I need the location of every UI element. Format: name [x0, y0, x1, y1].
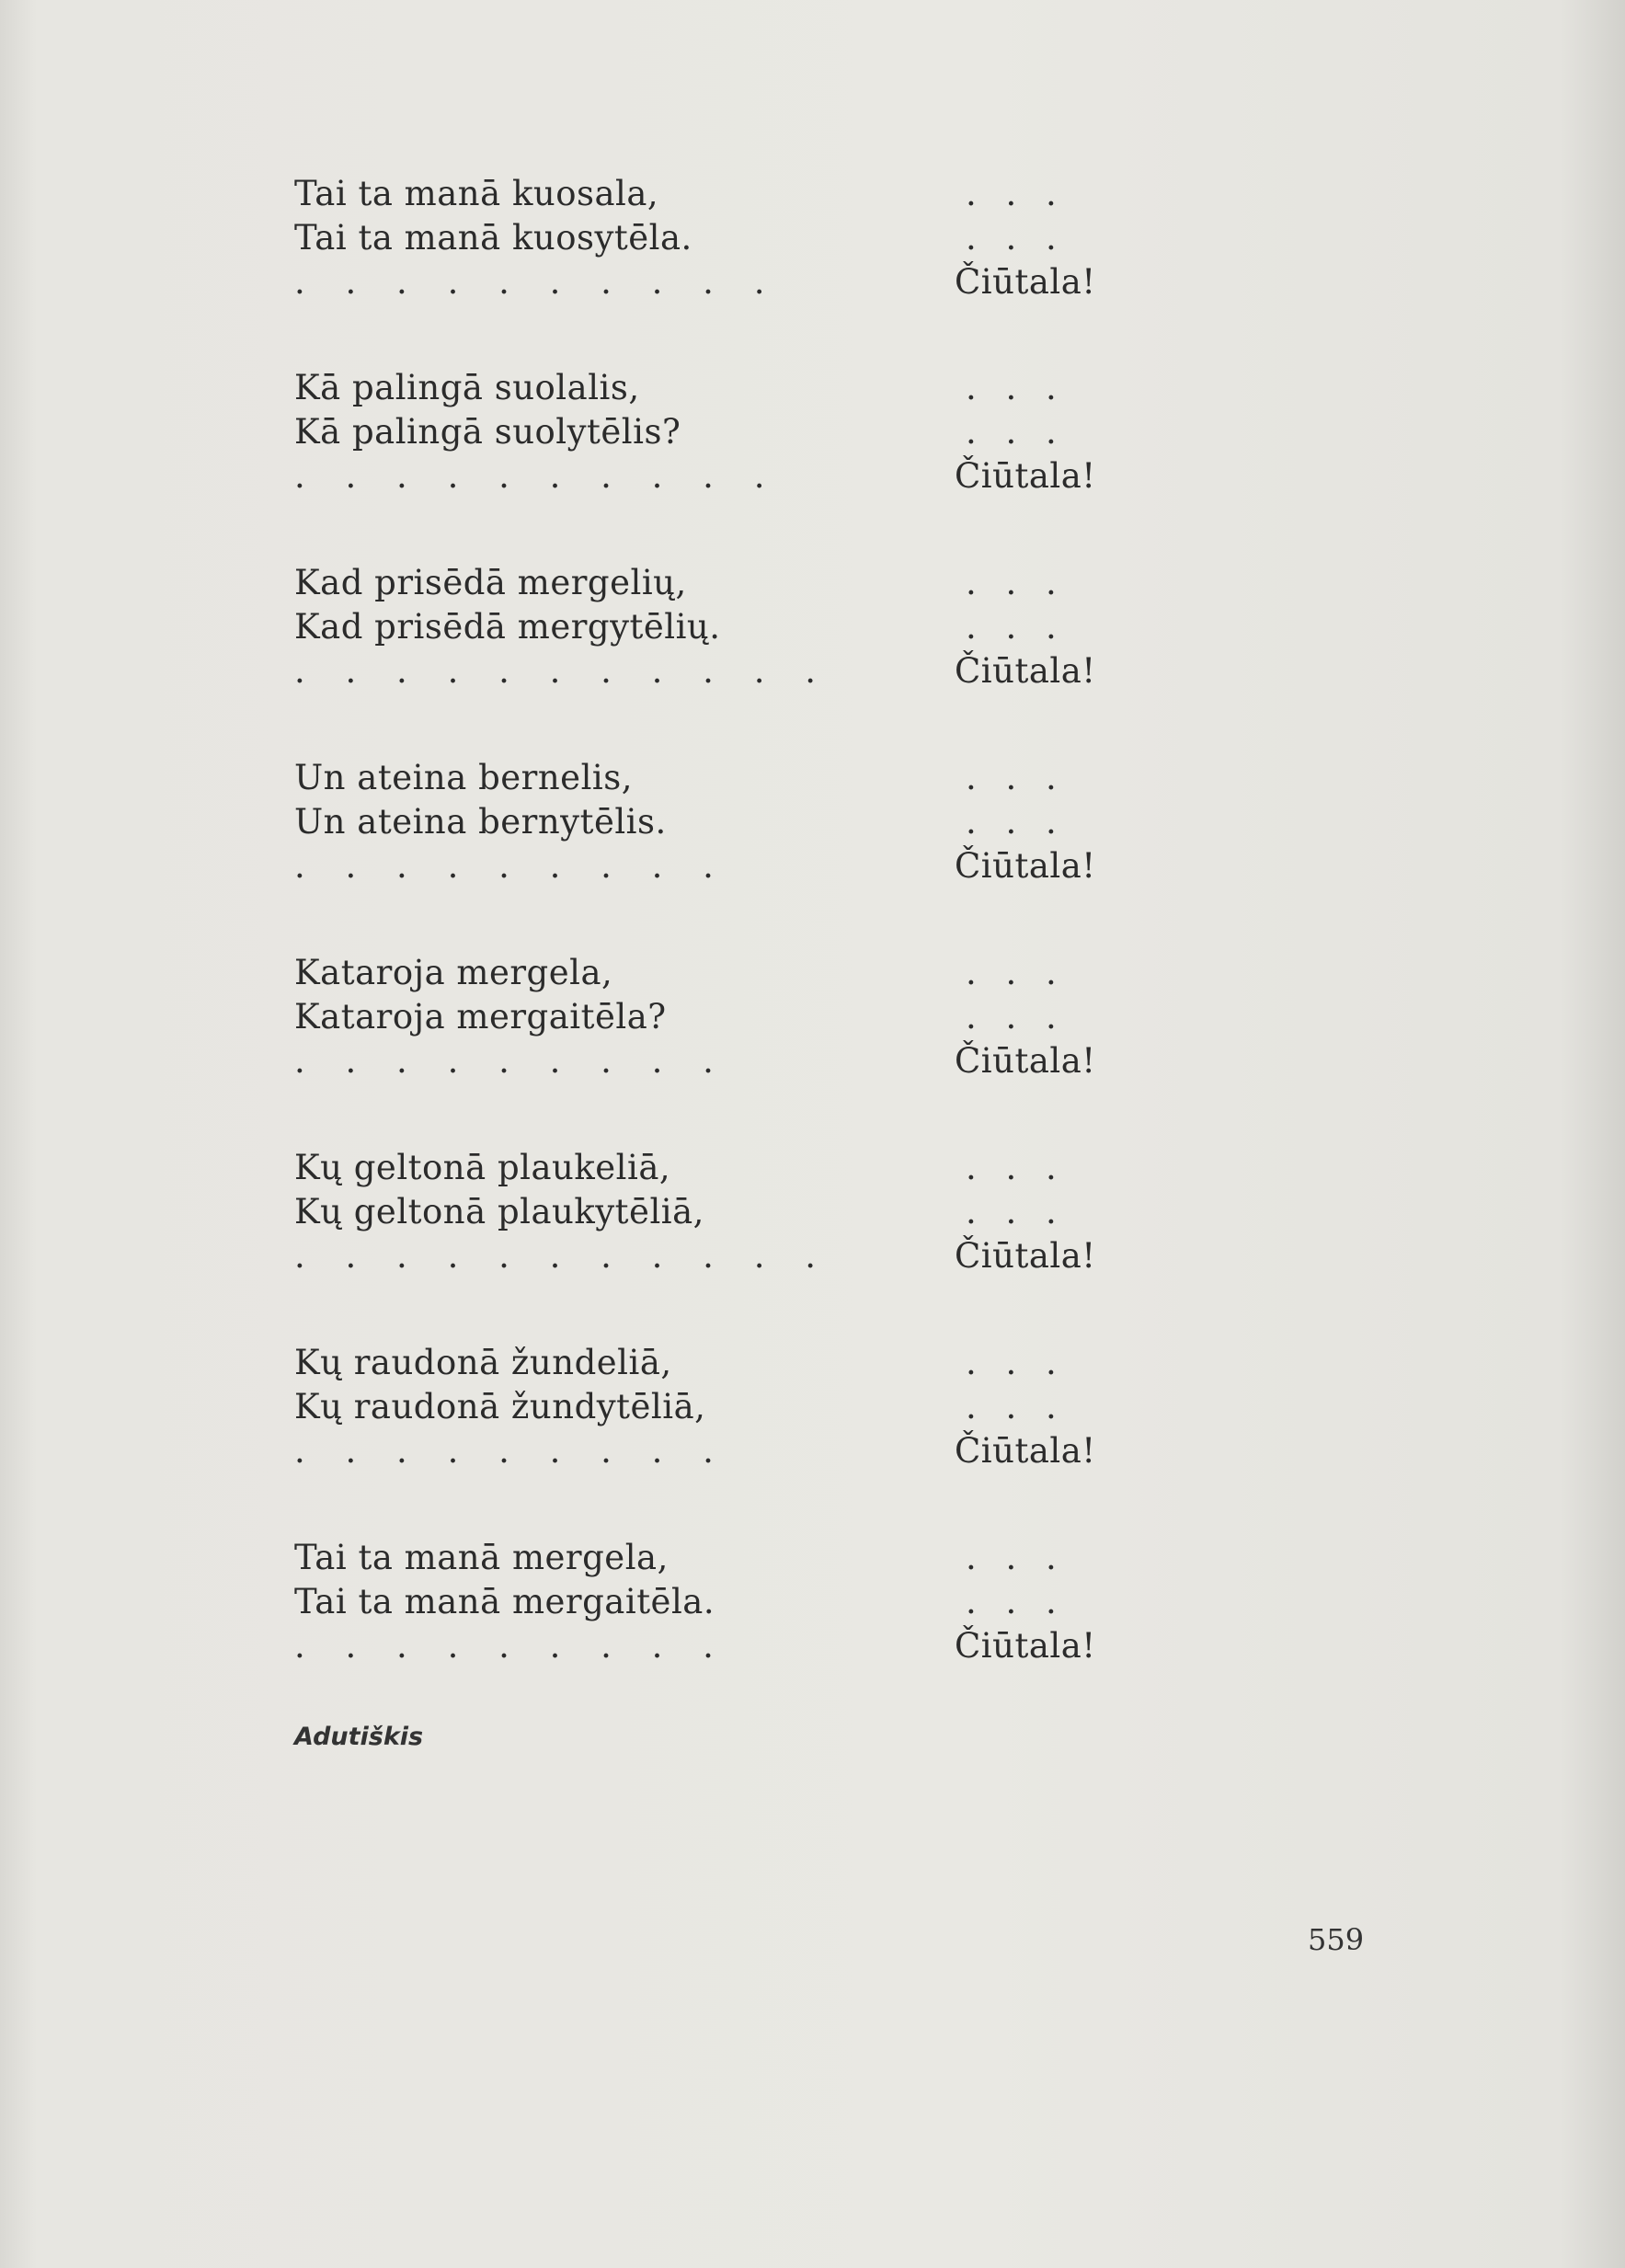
stanza-line: [294, 454, 1104, 498]
ellipsis: . . .: [966, 758, 1066, 797]
dot-leader: . . . . . . . . . . .: [294, 651, 830, 691]
source-location: Adutiškis: [294, 1723, 424, 1751]
stanza-line: [294, 1234, 1104, 1278]
refrain: Čiūtala!: [955, 262, 1096, 302]
verse-line: Kataroja mergela,: [294, 953, 613, 992]
ellipsis: . . .: [966, 174, 1066, 213]
stanza-line: [294, 1190, 1104, 1234]
ellipsis: . . .: [966, 953, 1066, 992]
stanza-1: [294, 172, 1104, 304]
stanza-line: [294, 216, 1104, 260]
refrain: Čiūtala!: [955, 651, 1096, 691]
stanza-line: [294, 1146, 1104, 1190]
stanza-4: [294, 756, 1104, 888]
stanza-line: [294, 260, 1104, 304]
ellipsis: . . .: [966, 802, 1066, 842]
stanza-line: [294, 649, 1104, 693]
verse-line: Kad prisēdā mergytēlių.: [294, 607, 721, 647]
stanza-8: [294, 1536, 1104, 1668]
stanza-line: [294, 561, 1104, 605]
refrain: Čiūtala!: [955, 1041, 1096, 1081]
stanza-line: [294, 1624, 1104, 1668]
refrain: Čiūtala!: [955, 846, 1096, 886]
ellipsis: . . .: [966, 1148, 1066, 1187]
stanza-line: [294, 1580, 1104, 1624]
ellipsis: . . .: [966, 412, 1066, 452]
stanza-line: [294, 605, 1104, 649]
stanza-line: [294, 951, 1104, 995]
stanza-line: [294, 800, 1104, 844]
verse-line: Kų raudonā žundytēliā,: [294, 1387, 706, 1426]
refrain: Čiūtala!: [955, 456, 1096, 496]
ellipsis: . . .: [966, 1343, 1066, 1382]
stanza-line: [294, 1429, 1104, 1473]
verse-line: Kā palingā suolytēlis?: [294, 412, 681, 452]
verse-line: Tai ta manā mergela,: [294, 1538, 669, 1577]
verse-line: Kų raudonā žundeliā,: [294, 1343, 672, 1382]
refrain: Čiūtala!: [955, 1236, 1096, 1276]
verse-line: Tai ta manā mergaitēla.: [294, 1582, 715, 1621]
verse-line: Kataroja mergaitēla?: [294, 997, 667, 1037]
dot-leader: . . . . . . . . .: [294, 1626, 728, 1666]
refrain: Čiūtala!: [955, 1431, 1096, 1471]
verse-line: Kų geltonā plaukytēliā,: [294, 1192, 704, 1231]
stanza-line: [294, 995, 1104, 1039]
ellipsis: . . .: [966, 1538, 1066, 1577]
stanza-7: [294, 1341, 1104, 1473]
stanza-line: [294, 1039, 1104, 1083]
ellipsis: . . .: [966, 1582, 1066, 1621]
stanza-3: [294, 561, 1104, 693]
verse-line: Tai ta manā kuosytēla.: [294, 218, 692, 258]
verse-line: Un ateina bernytēlis.: [294, 802, 667, 842]
stanza-line: [294, 756, 1104, 800]
verse-line: Tai ta manā kuosala,: [294, 174, 659, 213]
ellipsis: . . .: [966, 218, 1066, 258]
stanza-line: [294, 1385, 1104, 1429]
stanza-2: [294, 366, 1104, 498]
stanza-line: [294, 1536, 1104, 1580]
stanza-line: [294, 366, 1104, 410]
dot-leader: . . . . . . . . . . .: [294, 1236, 830, 1276]
ellipsis: . . .: [966, 997, 1066, 1037]
dot-leader: . . . . . . . . .: [294, 1431, 728, 1471]
dot-leader: . . . . . . . . .: [294, 1041, 728, 1081]
dot-leader: . . . . . . . . .: [294, 846, 728, 886]
verse-line: Un ateina bernelis,: [294, 758, 633, 797]
stanza-line: [294, 172, 1104, 216]
ellipsis: . . .: [966, 563, 1066, 602]
stanza-line: [294, 1341, 1104, 1385]
verse-line: Kų geltonā plaukeliā,: [294, 1148, 671, 1187]
stanza-line: [294, 410, 1104, 454]
ellipsis: . . .: [966, 607, 1066, 647]
ellipsis: . . .: [966, 1387, 1066, 1426]
stanza-line: [294, 844, 1104, 888]
verse-line: Kad prisēdā mergelių,: [294, 563, 687, 602]
dot-leader: . . . . . . . . . .: [294, 262, 780, 302]
stanza-5: [294, 951, 1104, 1083]
dot-leader: . . . . . . . . . .: [294, 456, 780, 496]
verse-line: Kā palingā suolalis,: [294, 368, 640, 407]
ellipsis: . . .: [966, 1192, 1066, 1231]
page-number: 559: [1308, 1922, 1365, 1957]
stanza-6: [294, 1146, 1104, 1278]
refrain: Čiūtala!: [955, 1626, 1096, 1666]
ellipsis: . . .: [966, 368, 1066, 407]
